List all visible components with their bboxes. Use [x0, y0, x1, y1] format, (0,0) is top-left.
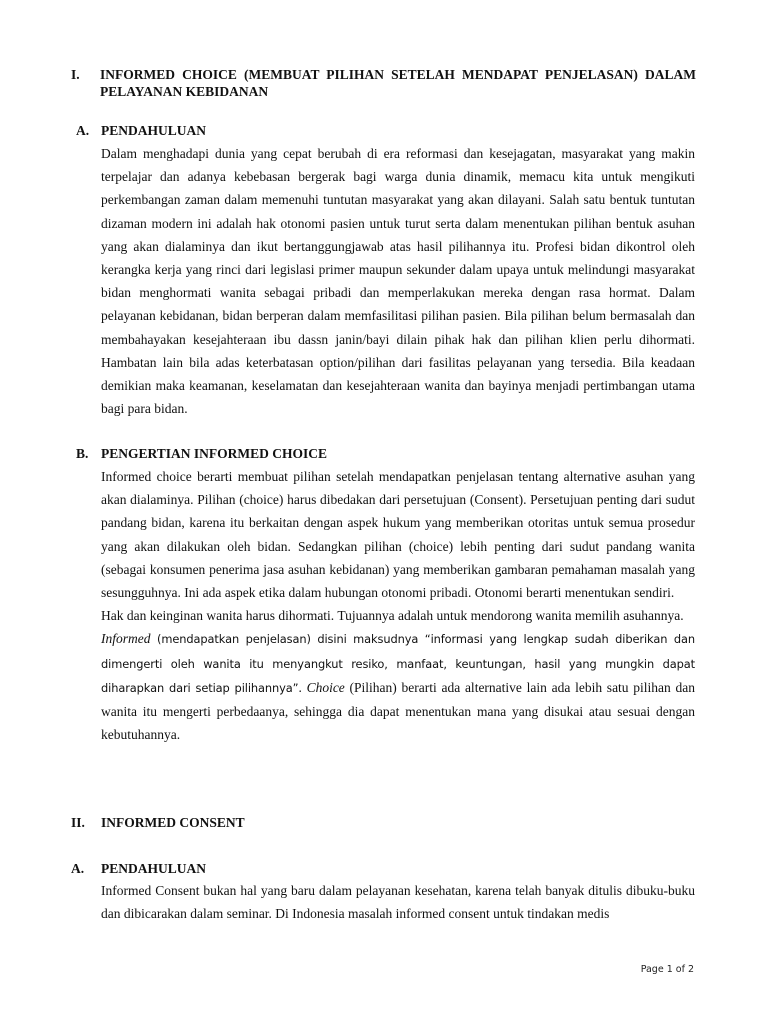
- section-1b-body: [101, 465, 695, 746]
- choice-definition: (Pilihan) berarti ada alternative lain ada lebih satu pilihan dan wanita itu mengerti perbedaanya, sehingga dia dapat menentukan mana yang disukai atau sesuai dengan kebutuhannya.: [101, 679, 696, 743]
- section-1b-heading: [71, 445, 696, 463]
- section-2a-heading: [71, 860, 696, 878]
- section-1-number: I.: [71, 67, 80, 82]
- section-1b-paragraph-2: Hak dan keinginan wanita harus dihormati. Tujuannya adalah untuk mendorong wanita memilih asuhannya.: [101, 608, 684, 624]
- sentence-period: .: [298, 679, 307, 695]
- section-1a-number: A.: [76, 123, 90, 138]
- section-2-title: INFORMED CONSENT: [101, 815, 245, 830]
- term-choice: Choice: [306, 679, 345, 695]
- section-2-number: II.: [71, 815, 85, 830]
- section-1a-body: [101, 142, 695, 420]
- section-1b-paragraph-3: [101, 627, 695, 746]
- section-1a-paragraph: Dalam menghadapi dunia yang cepat berubah di era reformasi dan kesejagatan, masyarakat yang makin terpelajar dan adanya kebebasan bergerak bagi warga dunia dinamik, memacu kita untuk mengikuti perkembangan zaman dalam memenuhi tuntutan masyarakat yang akan dilayani. Salah satu bentuk tuntutan dizaman modern ini adalah hak otonomi pasien untuk turut serta dalam menentukan pilihan bentuk asuhan yang akan dialaminya dan ikut bertanggungjawab atas hasil pilihannya itu. Profesi bidan dikontrol oleh kerangka kerja yang rinci dari legislasi primer maupun sekunder dalam upaya untuk melindungi masyarakat bidan menghormati wanita sebagai pribadi dan memperlakukan mereka dengan rasa hormat. Dalam pelayanan kebidanan, bidan berperan dalam memfasilitasi pilihan pasien. Bila pilihan belum bermasalah dan membahayakan kesejahteraan ibu dassn janin/bayi dilain pihak hak dan pilihan klien perlu dihormati. Hambatan lain bila adas keterbatasan option/pilihan dari fasilitas pelayanan yang tersedia. Bila keadaan demikian maka keamanan, keselamatan dan kesejahteraan wanita dan bayinya menjadi pertimbangan utama bagi para bidan.: [101, 146, 695, 417]
- section-2a-title: PENDAHULUAN: [101, 861, 207, 876]
- page-number-footer: Page 1 of 2: [640, 964, 694, 975]
- section-1b-title: PENGERTIAN INFORMED CHOICE: [101, 446, 328, 461]
- section-2a-body: [101, 879, 695, 925]
- term-informed: Informed: [101, 631, 151, 647]
- section-1a-heading: [71, 122, 696, 140]
- section-1-heading: [71, 66, 696, 102]
- section-2-heading: [71, 814, 696, 832]
- section-1b-number: B.: [76, 446, 89, 461]
- section-2a-paragraph: Informed Consent bukan hal yang baru dalam pelayanan kesehatan, karena telah banyak ditulis dibuku-buku dan dibicarakan dalam seminar. Di Indonesia masalah informed consent untuk tindakan medis: [101, 883, 695, 922]
- section-2a-number: A.: [71, 861, 85, 876]
- section-1b-paragraph-1: Informed choice berarti membuat pilihan setelah mendapatkan penjelasan tentang alternative asuhan yang akan dialaminya. Pilihan (choice) harus dibedakan dari persetujuan (Consent). Persetujuan penting dari sudut pandang bidan, karena itu berkaitan dengan aspek hukum yang memberikan otoritas untuk semua prosedur yang akan dilakukan oleh bidan. Sedangkan pilihan (choice) lebih penting dari sudut pandang wanita (sebagai konsumen penerima jasa asuhan kebidanan) yang memberikan gambaran pemahaman masalah yang sesungguhnya. Ini ada aspek etika dalam hubungan otonomi pribadi. Otonomi berarti menentukan sendiri.: [101, 469, 695, 601]
- section-1-title: INFORMED CHOICE (MEMBUAT PILIHAN SETELAH MENDAPAT PENJELASAN) DALAM PELAYANAN KEBIDANAN: [100, 67, 696, 99]
- informed-definition: (mendapatkan penjelasan) disini maksudnya “informasi yang lengkap sudah diberikan dan dimengerti oleh wanita itu menyangkut resiko, manfaat, keuntungan, hasil yang mungkin dapat diharapkan dari setiap pilihannya”: [101, 632, 695, 695]
- section-1a-title: PENDAHULUAN: [101, 123, 207, 138]
